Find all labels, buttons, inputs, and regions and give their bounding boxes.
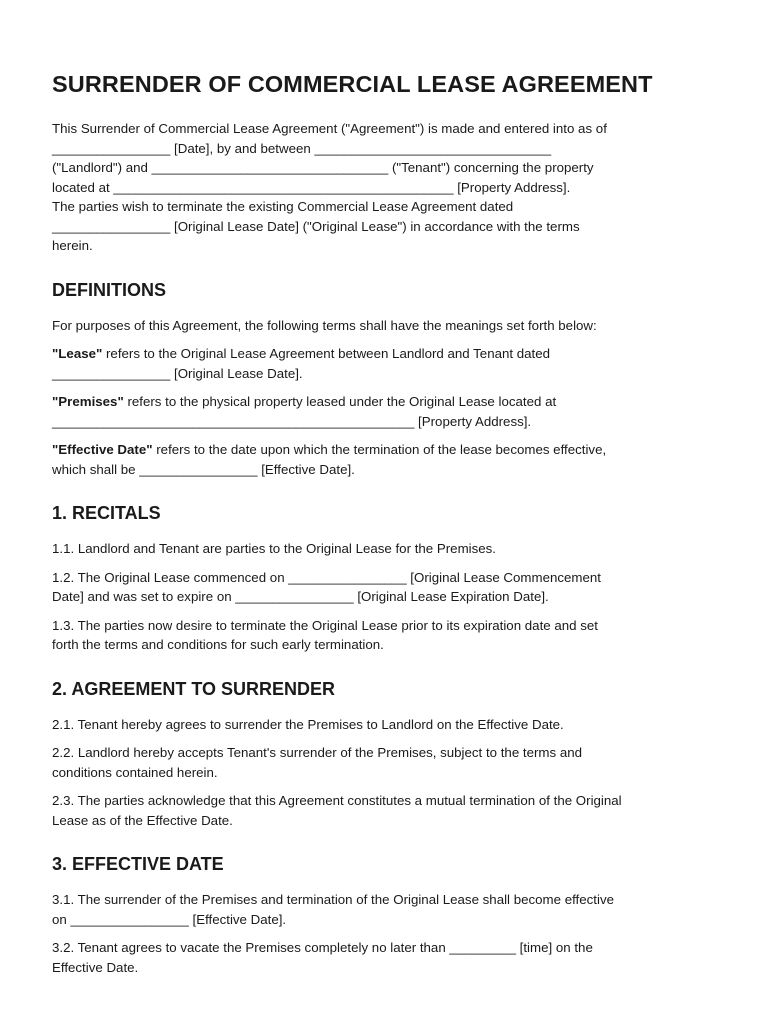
- definition-lease-line: ________________ [Original Lease Date].: [52, 365, 303, 381]
- agreement-line: 2.1. Tenant hereby agrees to surrender the Premises to Landlord on the Effective Date.: [52, 716, 564, 732]
- definition-effective-date: [52, 440, 718, 479]
- definition-premises-line: [52, 392, 718, 412]
- recital-line: forth the terms and conditions for such early termination.: [52, 637, 384, 652]
- effective-3-2: [52, 938, 718, 977]
- recital-line: 1.3. The parties now desire to terminate the Original Lease prior to its expiration date and set: [52, 617, 598, 633]
- agreement-line: 2.2. Landlord hereby accepts Tenant's surrender of the Premises, subject to the terms and: [52, 745, 583, 760]
- agreement-line: 2.3. The parties acknowledge that this Agreement constitutes a mutual termination of the Original: [52, 793, 622, 808]
- definition-term: "Premises": [52, 394, 124, 409]
- definition-premises-line: _________________________________________________ [Property Address].: [52, 413, 532, 429]
- recital-1-1: [52, 539, 718, 559]
- definitions-intro-text: For purposes of this Agreement, the following terms shall have the meanings set forth below:: [52, 317, 597, 333]
- effective-line: on ________________ [Effective Date].: [52, 911, 287, 927]
- recital-1-3: [52, 616, 718, 655]
- recitals-heading: 1. RECITALS: [52, 503, 161, 523]
- intro-line: herein.: [52, 238, 93, 253]
- intro-paragraph: [52, 119, 718, 256]
- recital-line: 1.2. The Original Lease commenced on ________________ [Original Lease Commencement: [52, 569, 601, 585]
- definition-lease-line: [52, 344, 718, 364]
- effective-line: Effective Date.: [52, 959, 139, 975]
- effective-3-1: [52, 890, 718, 929]
- recital-1-2: [52, 568, 718, 607]
- document-page: [52, 68, 718, 977]
- effective-line: 3.1. The surrender of the Premises and termination of the Original Lease shall become effective: [52, 892, 614, 907]
- intro-line: ________________ [Original Lease Date] ("Original Lease") in accordance with the terms: [52, 218, 580, 234]
- definition-text: refers to the Original Lease Agreement between Landlord and Tenant dated: [102, 346, 551, 361]
- document-title: SURRENDER OF COMMERCIAL LEASE AGREEMENT: [52, 71, 653, 97]
- definitions-heading: DEFINITIONS: [52, 279, 167, 300]
- agreement-line: conditions contained herein.: [52, 764, 218, 780]
- effective-line: 3.2. Tenant agrees to vacate the Premises completely no later than _________ [time] on the: [52, 940, 593, 955]
- effective-date-heading: 3. EFFECTIVE DATE: [52, 854, 224, 874]
- definition-term: "Effective Date": [52, 442, 153, 457]
- intro-line: located at ______________________________________________ [Property Address].: [52, 179, 571, 195]
- definition-text: refers to the physical property leased under the Original Lease located at: [123, 394, 557, 409]
- definitions-intro: [52, 316, 718, 336]
- definition-term: "Lease": [52, 346, 103, 361]
- recital-line: 1.1. Landlord and Tenant are parties to the Original Lease for the Premises.: [52, 541, 496, 556]
- definition-lease: [52, 344, 718, 383]
- definition-effective-date-line: [52, 440, 718, 460]
- agreement-2-1: [52, 715, 718, 735]
- agreement-2-2: [52, 743, 718, 782]
- definition-text: refers to the date upon which the termination of the lease becomes effective,: [152, 442, 607, 457]
- definition-premises: [52, 392, 718, 431]
- intro-line: ("Landlord") and ________________________________ ("Tenant") concerning the property: [52, 160, 594, 175]
- agreement-line: Lease as of the Effective Date.: [52, 812, 233, 828]
- intro-line: The parties wish to terminate the existing Commercial Lease Agreement dated: [52, 199, 514, 214]
- agreement-2-3: [52, 791, 718, 830]
- intro-line: This Surrender of Commercial Lease Agreement ("Agreement") is made and entered into as of: [52, 121, 607, 136]
- intro-line: ________________ [Date], by and between ________________________________: [52, 140, 552, 156]
- agreement-heading: 2. AGREEMENT TO SURRENDER: [52, 678, 336, 699]
- definition-effective-date-line: which shall be ________________ [Effective Date].: [52, 461, 355, 477]
- recital-line: Date] and was set to expire on ________________ [Original Lease Expiration Date].: [52, 589, 549, 604]
